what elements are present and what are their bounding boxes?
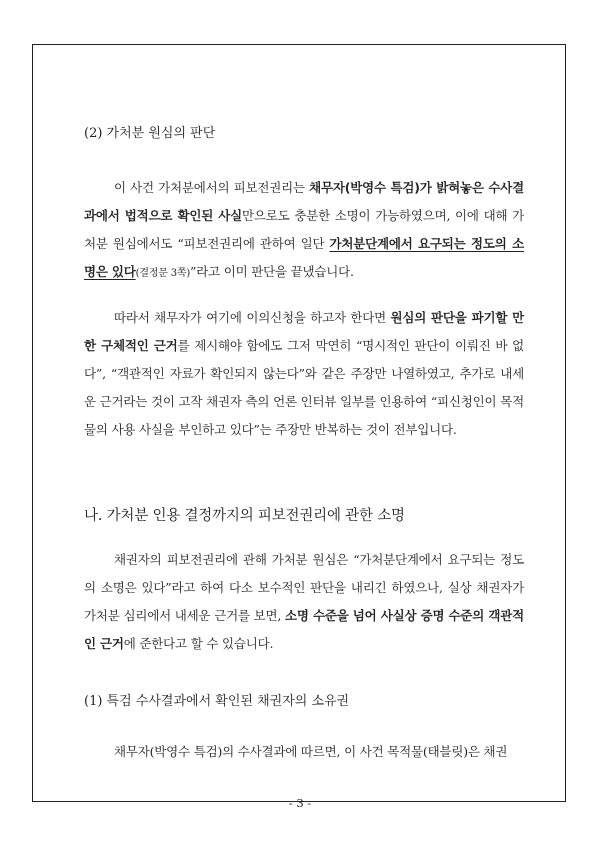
p1-bold-1: 채무자(박영수 특검)가 밝혀놓은 수사결과에서 법적으로 확인된 사실 — [84, 180, 524, 223]
p1-text-3: ”라고 이미 판단을 끝냈습니다. — [190, 264, 354, 279]
p1-small-note: (결정문 3쪽) — [135, 268, 191, 279]
section-1-title: (1) 특검 수사결과에서 확인된 채권자의 소유권 — [84, 694, 350, 709]
page-number: - 3 - — [288, 796, 312, 810]
paragraph-2 — [84, 304, 524, 444]
p2-bold-1: 원심의 판단을 파기할 만한 구체적인 근거 — [84, 310, 524, 353]
section-2-title: (2) 가처분 원심의 판단 — [84, 126, 216, 141]
p2-text-1: 따라서 채무자가 여기에 이의신청을 하고자 한다면 — [114, 310, 391, 325]
paragraph-1 — [84, 174, 524, 288]
p3-bold-1: 소명 수준을 넘어 사실상 증명 수준의 객관적인 근거 — [84, 608, 524, 651]
paragraph-4 — [84, 738, 524, 766]
p3-text-1: 채권자의 피보전권리에 관해 가처분 원심은 “가처분단계에서 요구되는 정도의 소명은 있다”라고 하여 다소 보수적인 판단을 내리긴 하였으나, 실상 채권자가 가처분 심리에서 내세운 근거를 보면, — [84, 552, 524, 623]
p1-text-2: 만으로도 충분한 소명이 가능하였으며, 이에 대해 가처분 원심에서도 “피보전권리에 관하여 일단 — [84, 208, 524, 251]
p4-text-1: 채무자(박영수 특검)의 수사결과에 따르면, 이 사건 목적물(태블릿)은 채권 — [114, 744, 508, 759]
p1-bold-underline: 가처분단계에서 요구되는 정도의 소명은 있다 — [84, 236, 524, 279]
paragraph-3 — [84, 546, 524, 658]
p3-text-2: 에 준한다고 할 수 있습니다. — [123, 636, 274, 651]
p2-text-2: 를 제시해야 함에도 그저 막연히 “명시적인 판단이 이뤄진 바 없다”, “객관적인 자료가 확인되지 않는다”와 같은 주장만 나열하였고, 추가로 내세운 근거라는 것이 고작 채권자 측의 언론 인터뷰 일부를 인용하여 “피신청인이 목적물의 사용 사실을 부인하고 있다”는 주장만 반복하는 것이 전부입니다. — [84, 338, 524, 437]
heading-na: 나. 가처분 인용 결정까지의 피보전권리에 관한 소명 — [84, 508, 405, 524]
p1-text-1: 이 사건 가처분에서의 피보전권리는 — [114, 180, 310, 195]
